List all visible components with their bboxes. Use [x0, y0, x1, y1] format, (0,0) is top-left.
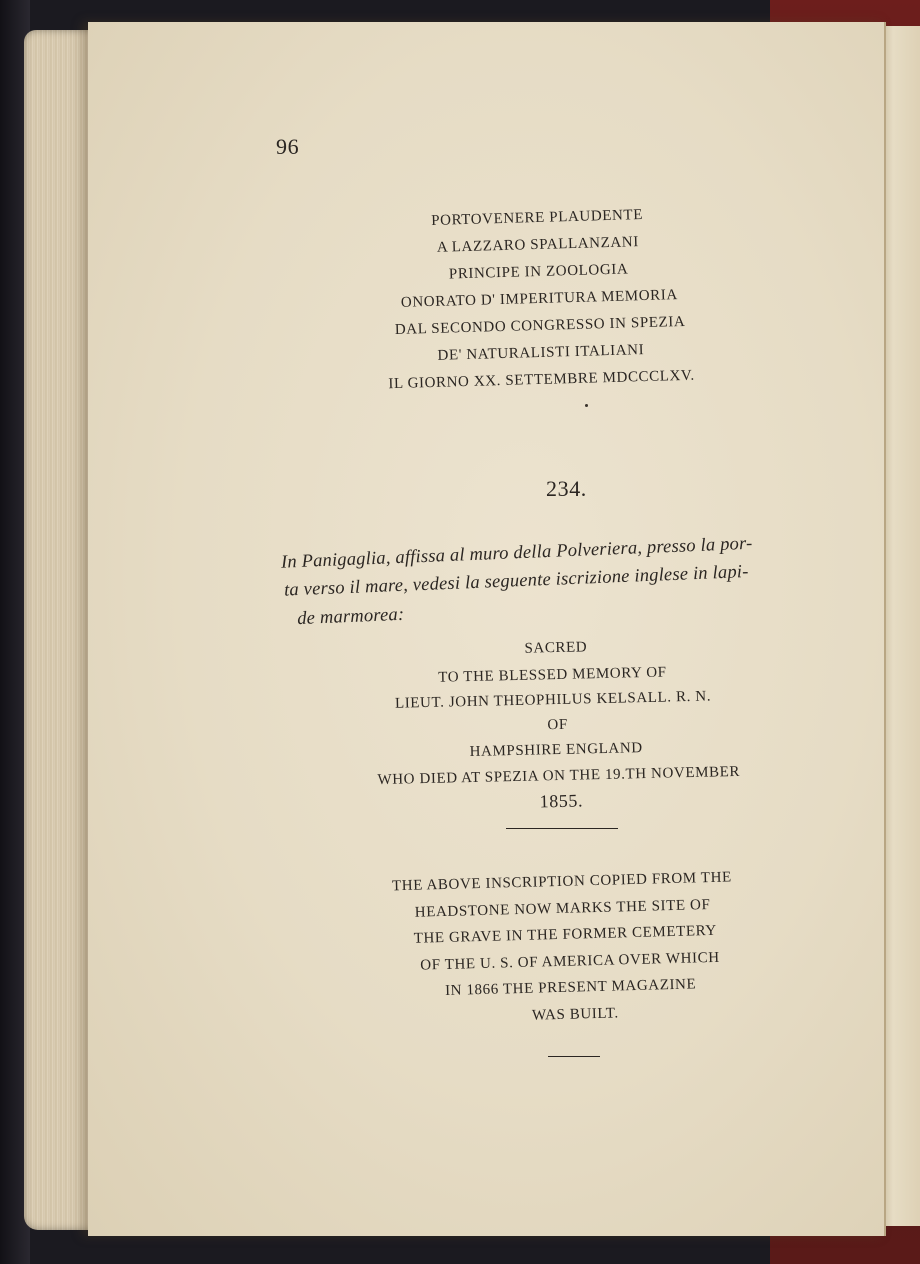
page-number: 96: [276, 134, 300, 159]
inscription-line: PRINCIPE IN ZOOLOGIA: [448, 261, 629, 283]
description-line: ta verso il mare, vedesi la seguente iscrizione inglese in lapi-: [283, 561, 749, 601]
end-divider: [548, 1056, 600, 1057]
inscription-line: LIEUT. JOHN THEOPHILUS KELSALL. R. N.: [394, 688, 712, 712]
note-line: HEADSTONE NOW MARKS THE SITE OF: [414, 896, 711, 921]
inscription-note: [64, 14, 886, 1034]
note-line: IN 1866 THE PRESENT MAGAZINE: [444, 976, 697, 999]
description-line: In Panigaglia, affissa al muro della Polveriera, presso la por-: [280, 533, 753, 573]
inscription-line: OF: [547, 716, 568, 734]
inscription-line: PORTOVENERE PLAUDENTE: [430, 207, 644, 229]
inscription-line: IL GIORNO XX. SETTEMBRE MDCCCLXV.: [388, 367, 696, 393]
entry-number: 234.: [546, 476, 587, 501]
inscription-line: DAL SECONDO CONGRESSO IN SPEZIA: [394, 313, 686, 338]
inscription-line: A LAZZARO SPALLANZANI: [436, 234, 640, 256]
inscription-line: SACRED: [524, 639, 588, 657]
note-line: OF THE U. S. OF AMERICA OVER WHICH: [420, 949, 720, 974]
inscription-line: HAMPSHIRE ENGLAND: [469, 740, 643, 761]
note-line: THE ABOVE INSCRIPTION COPIED FROM THE: [391, 869, 732, 895]
description-line: de marmorea:: [296, 604, 405, 630]
inscription-line: ONORATO D' IMPERITURA MEMORIA: [400, 287, 678, 311]
inscription-line: WHO DIED AT SPEZIA ON THE 19.TH NOVEMBER: [377, 763, 741, 789]
inscription-line: TO THE BLESSED MEMORY OF: [438, 664, 667, 686]
book-page: [88, 22, 886, 1236]
inscription-line: DE' NATURALISTI ITALIANI: [437, 342, 645, 364]
note-line: WAS BUILT.: [531, 1005, 619, 1024]
inscription-year: 1855.: [539, 790, 584, 812]
note-line: THE GRAVE IN THE FORMER CEMETERY: [413, 922, 718, 947]
